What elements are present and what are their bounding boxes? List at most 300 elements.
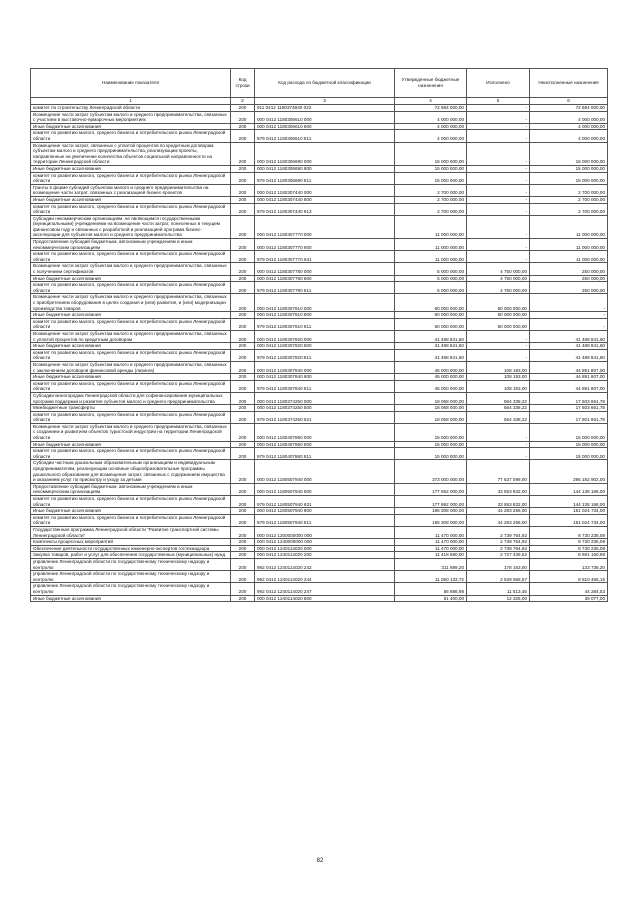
column-number: 5 [467, 98, 530, 105]
row-name: комитет по развитию малого, среднего бизнеса и потребительского рынка Ленинградской области [31, 496, 231, 508]
table-row [31, 196, 608, 203]
row-code: 200 [231, 172, 255, 184]
row-rest: 44 891 807,00 [530, 374, 608, 381]
table-row [31, 496, 608, 508]
row-kbk: 979 0412 1180306610 811 [255, 130, 395, 142]
row-plan: 60 000 000,00 [395, 312, 467, 319]
row-done: - [467, 196, 530, 203]
row-kbk: 000 0412 1180306690 800 [255, 165, 395, 172]
row-done: 2 539 668,57 [467, 571, 530, 583]
table-row [31, 130, 608, 142]
row-done: - [467, 123, 530, 130]
row-name: комитет по развитию малого, среднего бизнеса и потребительского рынка Ленинградской области [31, 318, 231, 330]
table-row [31, 514, 608, 526]
row-kbk: 000 0412 1180307770 600 [255, 239, 395, 251]
row-code: 200 [231, 411, 255, 423]
row-name: Иные бюджетные ассигнования [31, 165, 231, 172]
row-code: 200 [231, 318, 255, 330]
row-plan: 41 488 841,60 [395, 343, 467, 350]
row-done: 2 739 764,92 [467, 545, 530, 552]
row-plan: 56 886,98 [395, 583, 467, 595]
table-row [31, 251, 608, 263]
row-rest: 4 000 000,00 [530, 130, 608, 142]
row-rest: 144 138 168,00 [530, 496, 608, 508]
row-done: - [467, 349, 530, 361]
row-kbk: 000 0412 1180307820 000 [255, 330, 395, 342]
row-plan: 15 000 000,00 [395, 441, 467, 448]
column-number: 6 [530, 98, 608, 105]
row-done: - [467, 441, 530, 448]
row-name: Обеспечение деятельности государственных инженерно-экспертов гостехнадзора [31, 545, 231, 552]
row-kbk: 979 0412 1180307780 811 [255, 282, 395, 294]
row-done: 77 637 098,00 [467, 460, 530, 483]
row-code: 200 [231, 460, 255, 483]
row-code: 200 [231, 263, 255, 275]
row-plan: 60 000 000,00 [395, 318, 467, 330]
row-name: Возмещение части затрат субъектам малого и среднего предпринимательства, связанных с созданием и развитием объектов туристской индустрии на территории Ленинградской области [31, 423, 231, 441]
header-rest: Неисполненные назначения [530, 69, 608, 98]
row-code: 200 [231, 165, 255, 172]
row-kbk: 979 0412 1180507940 631 [255, 496, 395, 508]
row-kbk: 000 0412 1240000000 000 [255, 539, 395, 546]
row-done: - [467, 423, 530, 441]
row-done: 564 338,22 [467, 405, 530, 412]
row-plan: 11 470 000,00 [395, 545, 467, 552]
row-name: комитет по развитию малого, среднего бизнеса и потребительского рынка Ленинградской области [31, 282, 231, 294]
row-rest: 11 000 000,00 [530, 239, 608, 251]
row-rest: 44 891 807,00 [530, 361, 608, 373]
row-done: 2 739 764,92 [467, 526, 530, 538]
row-kbk: 000 0412 1180307780 000 [255, 263, 395, 275]
row-code: 200 [231, 294, 255, 312]
row-kbk: 992 0412 1240114020 247 [255, 583, 395, 595]
table-row [31, 423, 608, 441]
row-kbk: 000 0412 1180306690 000 [255, 142, 395, 165]
row-rest: 72 684 000,00 [530, 105, 608, 112]
row-name: управление Ленинградской области по государственному техническому надзору и контролю [31, 558, 231, 570]
row-plan: 45 000 000,00 [395, 374, 467, 381]
row-code: 200 [231, 142, 255, 165]
table-row [31, 483, 608, 495]
row-code: 200 [231, 184, 255, 196]
row-rest: 17 501 661,78 [530, 411, 608, 423]
row-name: Возмещение части затрат субъектам малого и среднего предпринимательства, связанных с получением сертификатов [31, 263, 231, 275]
row-kbk: 000 0412 1240114020 800 [255, 595, 395, 602]
row-code: 200 [231, 583, 255, 595]
table-row [31, 441, 608, 448]
row-rest: - [530, 318, 608, 330]
row-code: 200 [231, 239, 255, 251]
row-plan: 15 000 000,00 [395, 423, 467, 441]
row-code: 200 [231, 343, 255, 350]
table-row [31, 172, 608, 184]
row-done: - [467, 111, 530, 123]
row-rest: 15 000 000,00 [530, 165, 608, 172]
row-done: 178 163,00 [467, 558, 530, 570]
row-code: 200 [231, 275, 255, 282]
row-rest: 4 000 000,00 [530, 123, 608, 130]
row-done: - [467, 251, 530, 263]
row-code: 200 [231, 441, 255, 448]
table-row [31, 460, 608, 483]
row-kbk: 979 0412 1180507940 811 [255, 514, 395, 526]
row-name: Возмещение части затрат субъектам малого и среднего предпринимательства, связанных с участием в выставочно-ярмарочных мероприятиях [31, 111, 231, 123]
row-code: 200 [231, 361, 255, 373]
row-done: 44 283 266,00 [467, 514, 530, 526]
row-name: Иные бюджетные ассигнования [31, 312, 231, 319]
row-name: Комплексы процессных мероприятий [31, 539, 231, 546]
row-kbk: 979 0412 1180307810 811 [255, 318, 395, 330]
column-number: 1 [31, 98, 231, 105]
row-plan: 2 700 000,00 [395, 203, 467, 215]
row-plan: 15 000 000,00 [395, 142, 467, 165]
row-name: Межбюджетные трансферты [31, 405, 231, 412]
row-name: комитет по развитию малого, среднего бизнеса и потребительского рынка Ленинградской области [31, 448, 231, 460]
row-plan: 2 700 000,00 [395, 196, 467, 203]
row-name: комитет по развитию малого, среднего бизнеса и потребительского рынка Ленинградской области [31, 130, 231, 142]
table-row [31, 343, 608, 350]
table-row [31, 392, 608, 404]
row-code: 200 [231, 105, 255, 112]
row-rest: 41 488 841,60 [530, 349, 608, 361]
table-row [31, 361, 608, 373]
row-kbk: 000 0412 1240114020 000 [255, 545, 395, 552]
row-name: комитет по развитию малого, среднего бизнеса и потребительского рынка Ленинградской области [31, 380, 231, 392]
table-row [31, 165, 608, 172]
row-rest: 144 138 168,00 [530, 483, 608, 495]
row-name: Иные бюджетные ассигнования [31, 441, 231, 448]
row-kbk: 979 0412 1180407860 811 [255, 448, 395, 460]
row-done: 44 283 266,00 [467, 508, 530, 515]
row-code: 200 [231, 374, 255, 381]
row-rest: 11 000 000,00 [530, 215, 608, 238]
row-code: 200 [231, 196, 255, 203]
row-name: комитет по развитию малого, среднего бизнеса и потребительского рынка Ленинградской области [31, 203, 231, 215]
row-plan: 195 308 000,00 [395, 514, 467, 526]
table-row [31, 215, 608, 238]
row-rest: 15 000 000,00 [530, 441, 608, 448]
row-done: - [467, 343, 530, 350]
row-rest: 2 700 000,00 [530, 184, 608, 196]
row-name: комитет по развитию малого, среднего бизнеса и потребительского рынка Ленинградской области [31, 349, 231, 361]
row-kbk: 979 0412 1180307440 813 [255, 203, 395, 215]
row-kbk: 000 0412 1180307440 800 [255, 196, 395, 203]
row-kbk: 992 0412 1240114020 244 [255, 571, 395, 583]
table-row [31, 239, 608, 251]
row-name: Иные бюджетные ассигнования [31, 595, 231, 602]
row-name: Иные бюджетные ассигнования [31, 275, 231, 282]
row-name: Предоставление субсидий бюджетным, автономным учреждениям и иным некоммерческим организациям [31, 239, 231, 251]
table-row [31, 595, 608, 602]
row-kbk: 979 0412 1180307770 631 [255, 251, 395, 263]
row-kbk: 000 0412 1180307810 800 [255, 312, 395, 319]
header-name: Наименование показателя [31, 69, 231, 98]
row-rest: 15 000 000,00 [530, 142, 608, 165]
table-row [31, 123, 608, 130]
table-row [31, 275, 608, 282]
row-name: комитет по развитию малого, среднего бизнеса и потребительского рынка Ленинградской области [31, 172, 231, 184]
table-row [31, 583, 608, 595]
row-code: 200 [231, 380, 255, 392]
row-code: 200 [231, 483, 255, 495]
table-row [31, 380, 608, 392]
row-code: 200 [231, 508, 255, 515]
row-rest: 15 000 000,00 [530, 423, 608, 441]
row-name: Закупка товаров, работ и услуг для обеспечения государственных (муниципальных) нужд [31, 552, 231, 559]
row-kbk: 000 0412 1180307810 000 [255, 294, 395, 312]
row-code: 200 [231, 448, 255, 460]
table-row [31, 105, 608, 112]
column-number: 2 [231, 98, 255, 105]
row-kbk: 979 0412 1180307820 811 [255, 349, 395, 361]
row-kbk: 000 0412 1180507940 800 [255, 508, 395, 515]
row-plan: 11 000 000,00 [395, 239, 467, 251]
row-kbk: 000 0412 1180507940 000 [255, 460, 395, 483]
table-row [31, 526, 608, 538]
row-plan: 45 000 000,00 [395, 380, 467, 392]
page-number: 82 [316, 858, 324, 864]
table-header-row [31, 69, 608, 98]
table-row [31, 111, 608, 123]
row-plan: 5 000 000,00 [395, 275, 467, 282]
row-code: 200 [231, 405, 255, 412]
row-code: 200 [231, 496, 255, 508]
table-row [31, 349, 608, 361]
row-kbk: 000 0412 1180307820 800 [255, 343, 395, 350]
row-done: - [467, 130, 530, 142]
table-row [31, 312, 608, 319]
row-name: комитет по развитию малого, среднего бизнеса и потребительского рынка Ленинградской области [31, 251, 231, 263]
row-kbk: 911 0412 1180374940 022 [255, 105, 395, 112]
row-kbk: 000 0412 1180307440 000 [255, 184, 395, 196]
header-code: Код строки [231, 69, 255, 98]
row-rest: 41 488 841,60 [530, 330, 608, 342]
row-done: 2 727 439,52 [467, 552, 530, 559]
row-done: 33 553 832,00 [467, 483, 530, 495]
row-rest: 295 182 902,00 [530, 460, 608, 483]
row-kbk: 000 0412 1240114020 200 [255, 552, 395, 559]
row-name: Иные бюджетные ассигнования [31, 196, 231, 203]
table-row [31, 571, 608, 583]
row-plan: 2 700 000,00 [395, 184, 467, 196]
row-done: 4 750 000,00 [467, 275, 530, 282]
row-plan: 373 000 000,00 [395, 460, 467, 483]
column-number: 4 [395, 98, 467, 105]
row-kbk: 979 0412 1180307840 811 [255, 380, 395, 392]
row-plan: 72 684 000,00 [395, 105, 467, 112]
row-plan: 18 068 000,00 [395, 411, 467, 423]
row-code: 200 [231, 539, 255, 546]
row-plan: 45 000 000,00 [395, 361, 467, 373]
row-name: Возмещение части затрат субъектам малого и среднего предпринимательства, связанных с заключением договоров финансовой аренды (лизинга) [31, 361, 231, 373]
row-name: Предоставление субсидий бюджетным, автономным учреждениям и иным некоммерческим организациям [31, 483, 231, 495]
row-kbk: 000 0412 1180307840 800 [255, 374, 395, 381]
table-row [31, 294, 608, 312]
row-kbk: 000 0412 1180407860 000 [255, 423, 395, 441]
row-done: 60 000 000,00 [467, 318, 530, 330]
row-plan: 11 418 580,00 [395, 552, 467, 559]
header-done: Исполнено [467, 69, 530, 98]
row-plan: 18 068 000,00 [395, 405, 467, 412]
row-kbk: 000 0412 1180507940 600 [255, 483, 395, 495]
row-done: 12 325,00 [467, 595, 530, 602]
row-code: 200 [231, 526, 255, 538]
row-plan: 51 400,00 [395, 595, 467, 602]
row-code: 200 [231, 545, 255, 552]
row-kbk: 979 0412 1180374250 521 [255, 411, 395, 423]
row-code: 200 [231, 423, 255, 441]
row-done: 11 513,45 [467, 583, 530, 595]
column-number-row [31, 98, 608, 105]
row-done: 564 338,22 [467, 411, 530, 423]
row-name: Иные бюджетные ассигнования [31, 123, 231, 130]
row-rest: 39 077,00 [530, 595, 608, 602]
row-plan: 60 000 000,00 [395, 294, 467, 312]
row-kbk: 979 0412 1180306690 811 [255, 172, 395, 184]
row-code: 200 [231, 282, 255, 294]
row-rest: 8 730 235,08 [530, 539, 608, 546]
row-done: - [467, 184, 530, 196]
row-done: 60 000 000,00 [467, 294, 530, 312]
header-kbk: Код расхода по бюджетной классификации [255, 69, 395, 98]
row-plan: 11 470 000,00 [395, 526, 467, 538]
row-name: Субсидии моногородам Ленинградской области для софинансирования муниципальных программ поддержки и развития субъектов малого и среднего предпринимательства [31, 392, 231, 404]
row-rest: 250 000,00 [530, 275, 608, 282]
row-name: Государственная программа Ленинградской области "Развитие транспортной системы Ленинградской области" [31, 526, 231, 538]
row-done: - [467, 330, 530, 342]
row-done: 2 739 764,92 [467, 539, 530, 546]
column-number: 3 [255, 98, 395, 105]
row-rest: 41 488 841,60 [530, 343, 608, 350]
table-row [31, 263, 608, 275]
header-plan: Утвержденные бюджетные назначения [395, 69, 467, 98]
row-done: 564 338,22 [467, 392, 530, 404]
row-plan: 11 000 000,00 [395, 251, 467, 263]
row-code: 200 [231, 111, 255, 123]
row-name: Иные бюджетные ассигнования [31, 374, 231, 381]
row-code: 200 [231, 203, 255, 215]
row-kbk: 000 0412 1180307780 800 [255, 275, 395, 282]
table-row [31, 203, 608, 215]
row-plan: 4 000 000,00 [395, 123, 467, 130]
row-kbk: 000 0412 1180307770 000 [255, 215, 395, 238]
table-row [31, 558, 608, 570]
row-code: 200 [231, 571, 255, 583]
row-kbk: 000 0412 1180374250 500 [255, 405, 395, 412]
table-row [31, 545, 608, 552]
row-code: 200 [231, 558, 255, 570]
row-rest: 15 000 000,00 [530, 448, 608, 460]
table-row [31, 448, 608, 460]
row-rest: - [530, 312, 608, 319]
row-code: 200 [231, 251, 255, 263]
budget-table [30, 68, 608, 602]
row-code: 200 [231, 130, 255, 142]
row-done: - [467, 448, 530, 460]
row-done: 108 193,00 [467, 374, 530, 381]
row-plan: 177 692 000,00 [395, 483, 467, 495]
row-done: - [467, 165, 530, 172]
row-plan: 15 000 000,00 [395, 172, 467, 184]
table-row [31, 508, 608, 515]
table-row [31, 184, 608, 196]
row-done: 60 000 000,00 [467, 312, 530, 319]
row-plan: 5 000 000,00 [395, 282, 467, 294]
row-plan: 15 000 000,00 [395, 165, 467, 172]
row-rest: 2 700 000,00 [530, 196, 608, 203]
row-plan: 195 308 000,00 [395, 508, 467, 515]
row-plan: 177 692 000,00 [395, 496, 467, 508]
row-plan: 4 000 000,00 [395, 130, 467, 142]
row-done: 108 193,00 [467, 361, 530, 373]
row-done: 4 750 000,00 [467, 282, 530, 294]
row-plan: 18 068 000,00 [395, 392, 467, 404]
row-rest: 44 891 807,00 [530, 380, 608, 392]
row-name: Субсидии частным дошкольным образовательным организациям и индивидуальным предпринимателям, реализующим основные общеобразовательные программы дошкольного образования для возмещения затрат, связанных с содержанием имущества и оказанием услуг по присмотру и уходу за детьми [31, 460, 231, 483]
row-code: 200 [231, 514, 255, 526]
row-code: 200 [231, 123, 255, 130]
row-name: Иные бюджетные ассигнования [31, 508, 231, 515]
row-code: 200 [231, 215, 255, 238]
row-plan: 15 000 000,00 [395, 448, 467, 460]
row-kbk: 000 0412 1180307840 000 [255, 361, 395, 373]
row-rest: 151 024 734,00 [530, 514, 608, 526]
row-rest: 133 736,20 [530, 558, 608, 570]
row-name: Иные бюджетные ассигнования [31, 343, 231, 350]
row-rest: 11 000 000,00 [530, 251, 608, 263]
row-rest: 17 503 661,78 [530, 392, 608, 404]
row-rest: 8 730 235,08 [530, 526, 608, 538]
row-rest: 250 000,00 [530, 263, 608, 275]
row-plan: 11 000 000,00 [395, 215, 467, 238]
row-done: 108 193,00 [467, 380, 530, 392]
row-plan: 41 488 841,60 [395, 349, 467, 361]
row-name: комитет по строительству Ленинградской области [31, 105, 231, 112]
row-kbk: 000 0412 1180374250 000 [255, 392, 395, 404]
row-rest: 250 000,00 [530, 282, 608, 294]
row-rest: 8 510 465,15 [530, 571, 608, 583]
row-kbk: 000 0412 1180306610 800 [255, 123, 395, 130]
row-code: 200 [231, 312, 255, 319]
row-done: 4 750 000,00 [467, 263, 530, 275]
row-plan: 11 050 133,72 [395, 571, 467, 583]
table-row [31, 318, 608, 330]
row-rest: - [530, 294, 608, 312]
row-code: 200 [231, 552, 255, 559]
row-plan: 11 470 000,00 [395, 539, 467, 546]
row-kbk: 000 0412 1180306610 000 [255, 111, 395, 123]
row-code: 200 [231, 595, 255, 602]
row-name: Субсидии некоммерческим организациям, не являющимся государственными (муниципальными) учреждениями на возмещение части затрат, понесенных в текущем финансовом году и связанных с разработкой и реализацией программ бизнес-акселерации для субъектов малого и среднего предпринимательства [31, 215, 231, 238]
row-plan: 311 899,20 [395, 558, 467, 570]
row-plan: 41 488 841,60 [395, 330, 467, 342]
row-code: 200 [231, 349, 255, 361]
table-row [31, 411, 608, 423]
row-done: - [467, 239, 530, 251]
row-name: комитет по развитию малого, среднего бизнеса и потребительского рынка Ленинградской области [31, 514, 231, 526]
row-name: управление Ленинградской области по государственному техническому надзору и контролю [31, 583, 231, 595]
row-kbk: 000 0412 1200000000 000 [255, 526, 395, 538]
row-done: - [467, 172, 530, 184]
row-name: Возмещение части затрат субъектам малого и среднего предпринимательства, связанных с уплатой процентов по кредитным договорам [31, 330, 231, 342]
table-row [31, 282, 608, 294]
row-rest: 8 730 235,08 [530, 545, 608, 552]
row-name: Возмещение части затрат субъектам малого и среднего предпринимательства, связанных с приобретением оборудования в целях создания и (или) развития, и (или) модернизации производства товаров [31, 294, 231, 312]
row-code: 200 [231, 330, 255, 342]
row-kbk: 000 0412 1180407860 800 [255, 441, 395, 448]
table-row [31, 552, 608, 559]
row-rest: 151 024 734,00 [530, 508, 608, 515]
